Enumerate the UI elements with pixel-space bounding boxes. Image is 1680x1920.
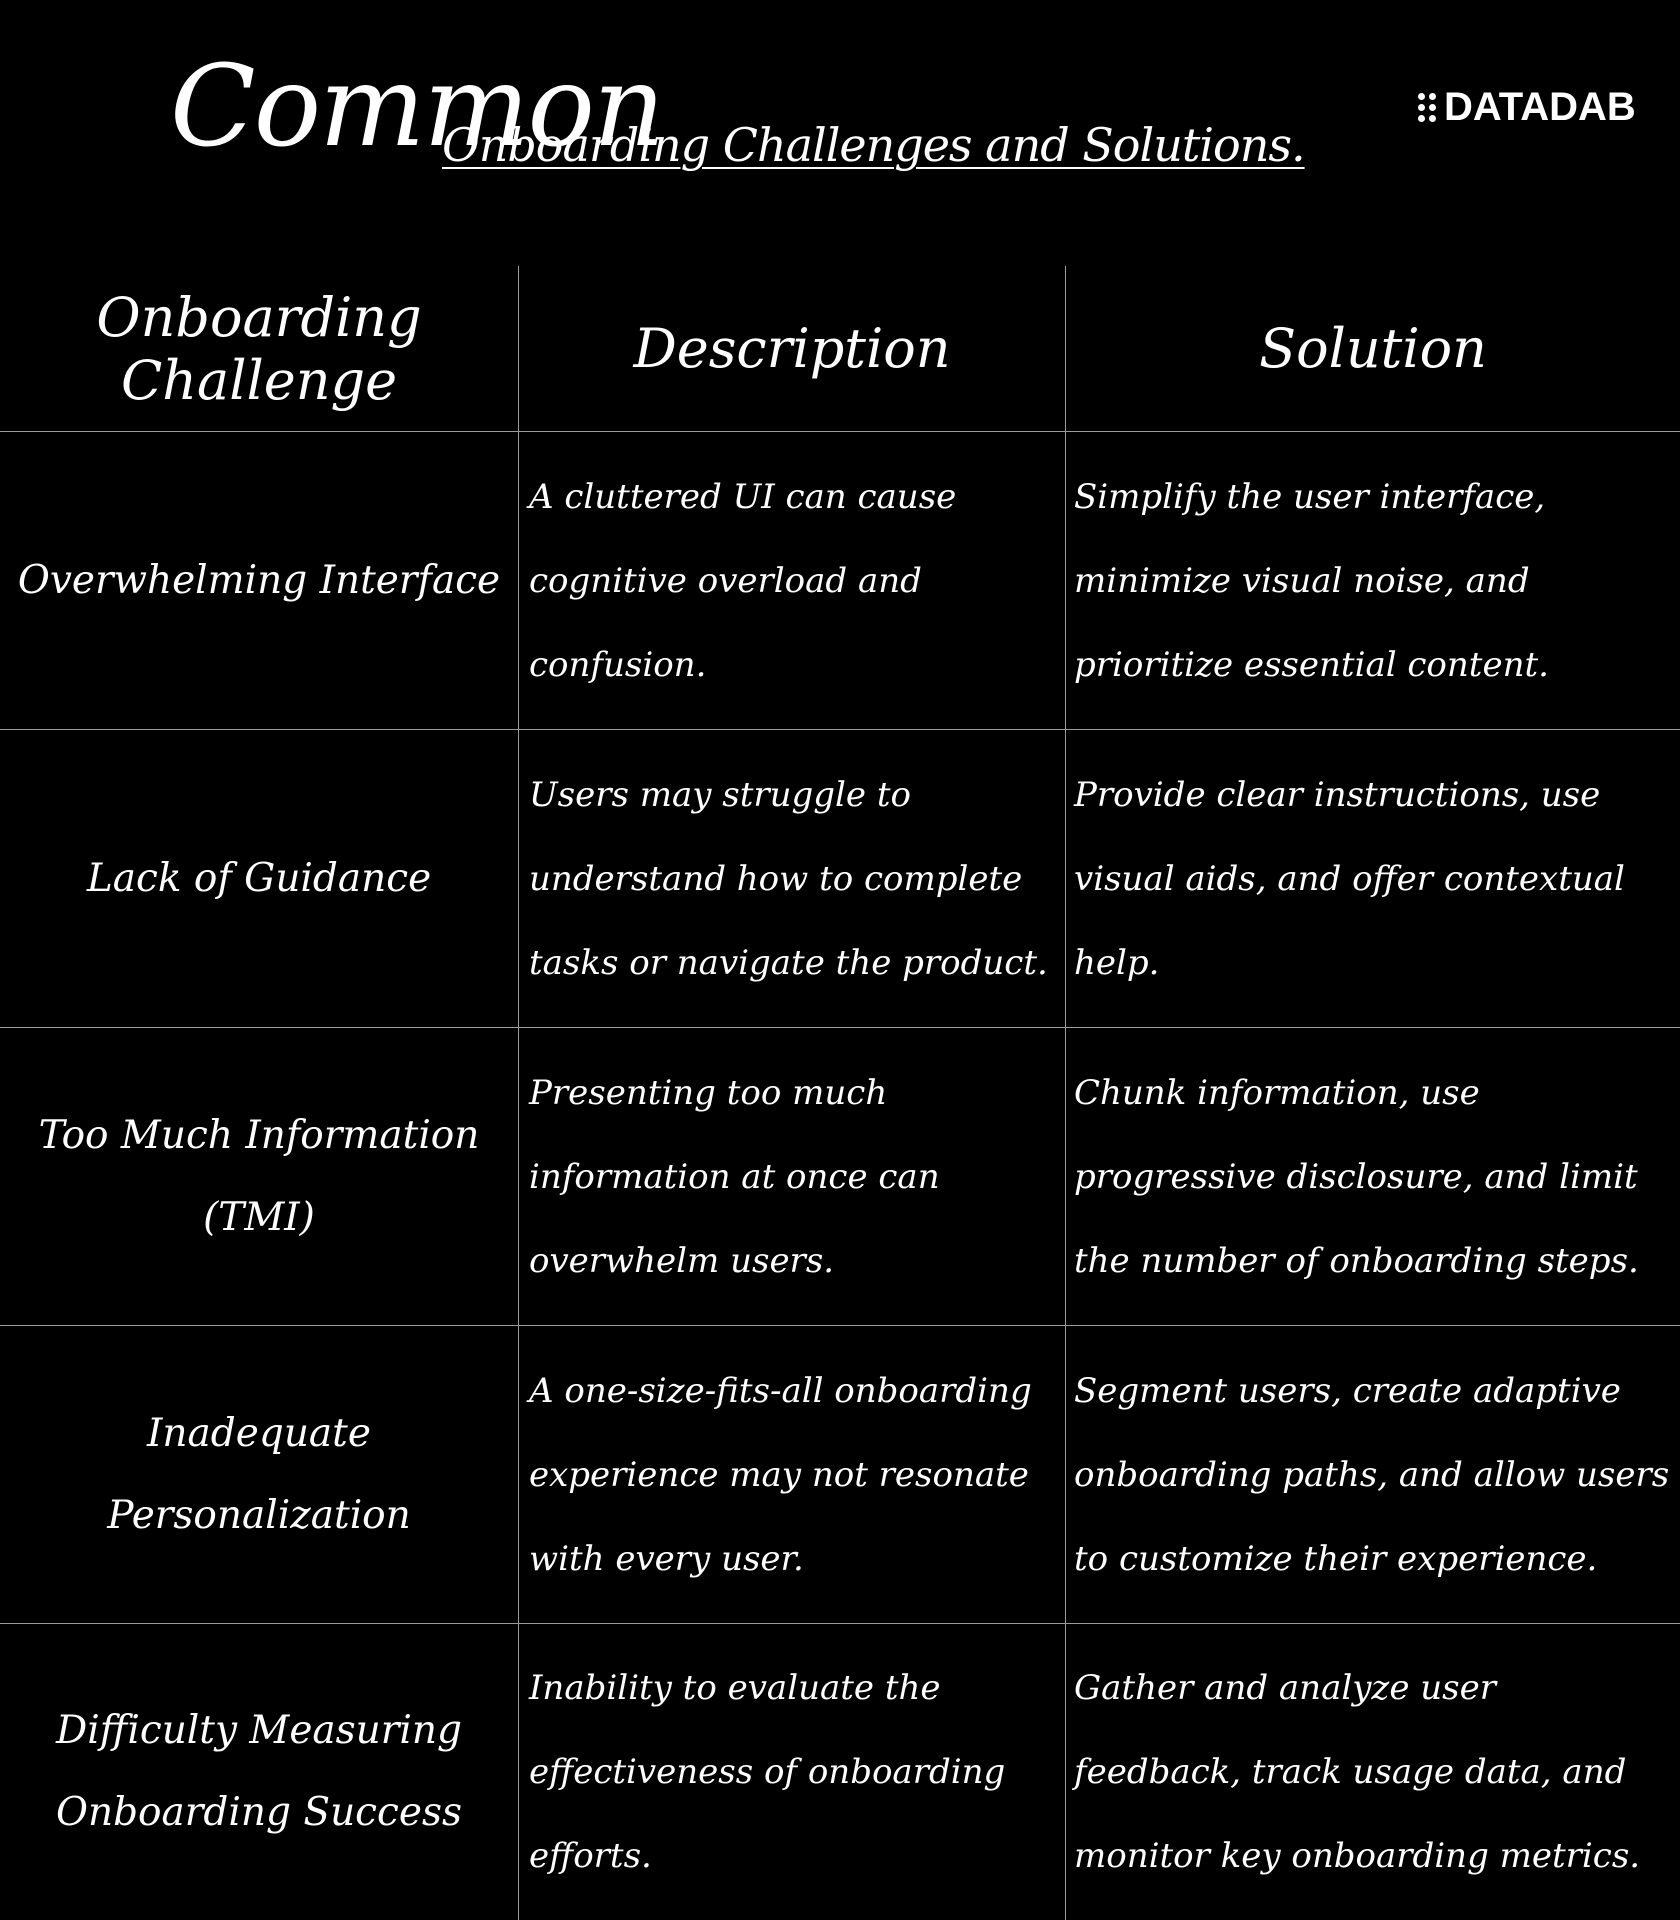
column-header-description: Description — [519, 266, 1066, 432]
table-cell-solution: Segment users, create adaptive onboarding paths, and allow users to customize their experience. — [1066, 1326, 1680, 1624]
brand-name: DATADAB — [1444, 84, 1636, 129]
table-cell-challenge: Overwhelming Interface — [0, 432, 519, 730]
page-title: Common — [170, 42, 664, 172]
table-cell-challenge: Lack of Guidance — [0, 730, 519, 1028]
page-subtitle: Onboarding Challenges and Solutions. — [442, 118, 1305, 172]
table-cell-description: A one-size-fits-all onboarding experience may not resonate with every user. — [519, 1326, 1066, 1624]
table-cell-description: Inability to evaluate the effectiveness of onboarding efforts. — [519, 1624, 1066, 1920]
brand-logo — [1418, 82, 1636, 132]
table-cell-description: Users may struggle to understand how to complete tasks or navigate the product. — [519, 730, 1066, 1028]
table-cell-challenge: Too Much Information (TMI) — [0, 1028, 519, 1326]
table-cell-description: A cluttered UI can cause cognitive overload and confusion. — [519, 432, 1066, 730]
table-cell-challenge: Difficulty Measuring Onboarding Success — [0, 1624, 519, 1920]
table-cell-solution: Gather and analyze user feedback, track usage data, and monitor key onboarding metrics. — [1074, 1668, 1641, 1876]
table-cell-solution: Simplify the user interface, minimize visual noise, and prioritize essential content. — [1066, 432, 1680, 730]
table-cell-solution: Provide clear instructions, use visual aids, and offer contextual help. — [1066, 730, 1680, 1028]
table-cell-solution: Chunk information, use progressive disclosure, and limit the number of onboarding steps. — [1066, 1028, 1680, 1326]
table-cell-challenge: Inadequate Personalization — [0, 1326, 519, 1624]
column-header-challenge: Onboarding Challenge — [0, 266, 519, 432]
column-header-solution: Solution — [1066, 266, 1680, 432]
dot-grid-icon — [1418, 93, 1436, 122]
challenges-table — [0, 266, 1680, 1920]
page-header — [0, 0, 1680, 260]
table-cell-description: Presenting too much information at once can overwhelm users. — [519, 1028, 1066, 1326]
